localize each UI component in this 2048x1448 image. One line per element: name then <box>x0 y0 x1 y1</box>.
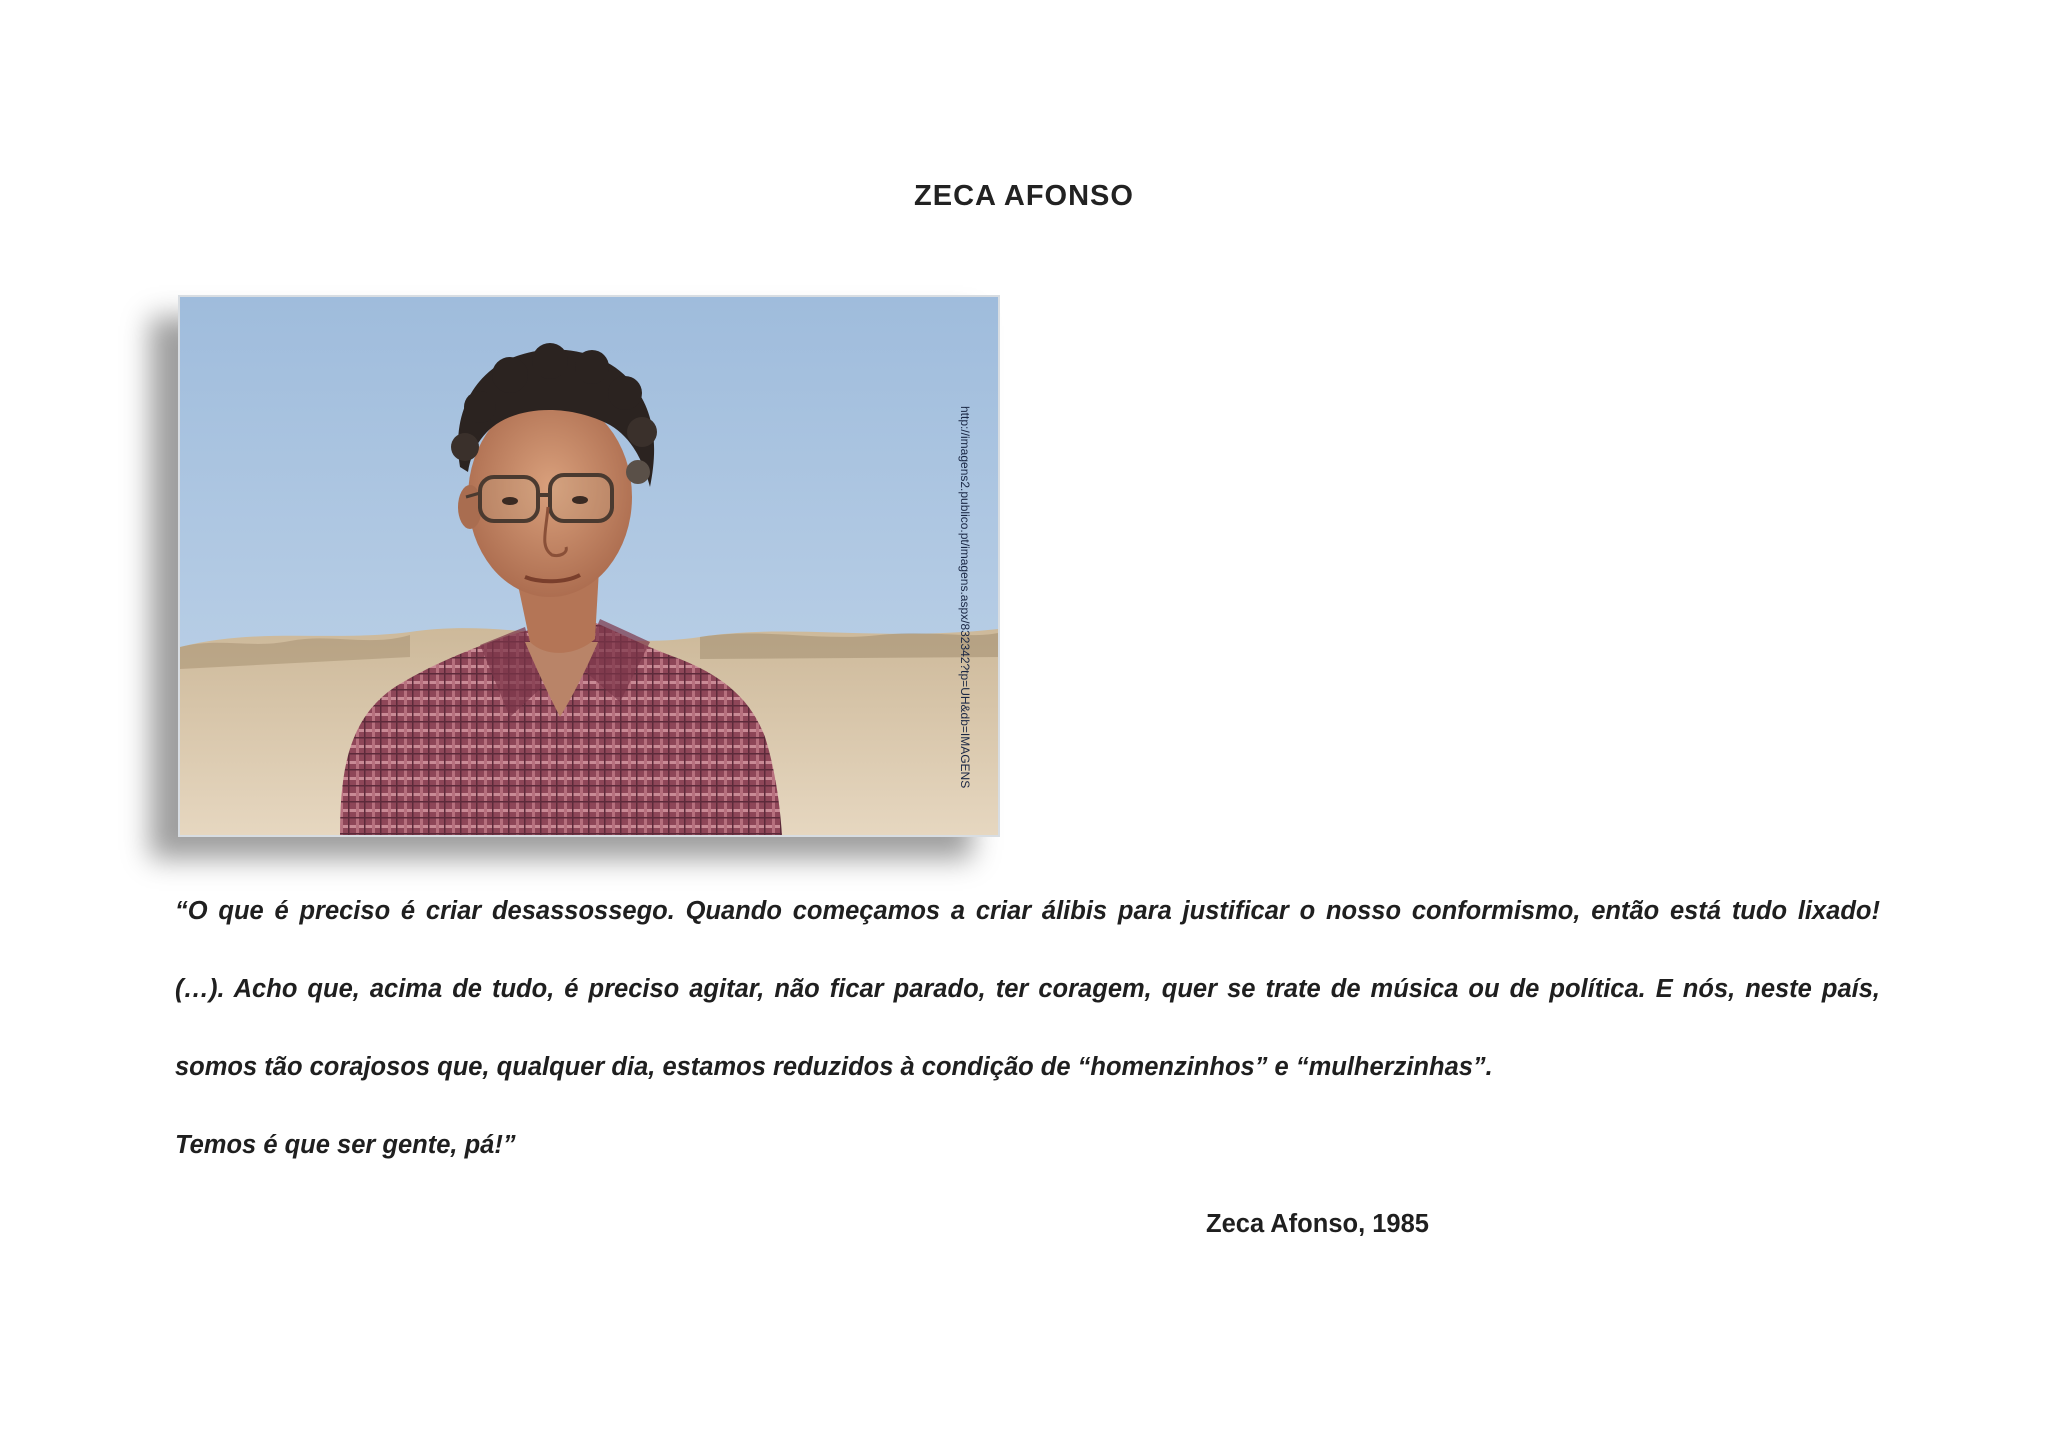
portrait-photo-image <box>180 297 998 835</box>
portrait-photo <box>178 295 1000 837</box>
quote-attribution: Zeca Afonso, 1985 <box>1206 1210 1429 1238</box>
quote-line: somos tão corajosos que, qualquer dia, estamos reduzidos à condição de “homenzinhos” e “mulherzinhas”. <box>175 1053 1493 1081</box>
quote-line: (…). Acho que, acima de tudo, é preciso agitar, não ficar parado, ter coragem, quer se trate de música ou de política. E nós, neste país, <box>175 975 1880 1003</box>
page-title: ZECA AFONSO <box>914 180 1134 212</box>
quote-line: “O que é preciso é criar desassossego. Quando começamos a criar álibis para justificar o nosso conformismo, então está tudo lixado! <box>175 897 1880 925</box>
quote-line: Temos é que ser gente, pá!” <box>175 1131 516 1159</box>
photo-credit: http://imagens2.publico.pt/imagens.aspx/832342?tp=UH&db=IMAGENS <box>958 405 972 788</box>
